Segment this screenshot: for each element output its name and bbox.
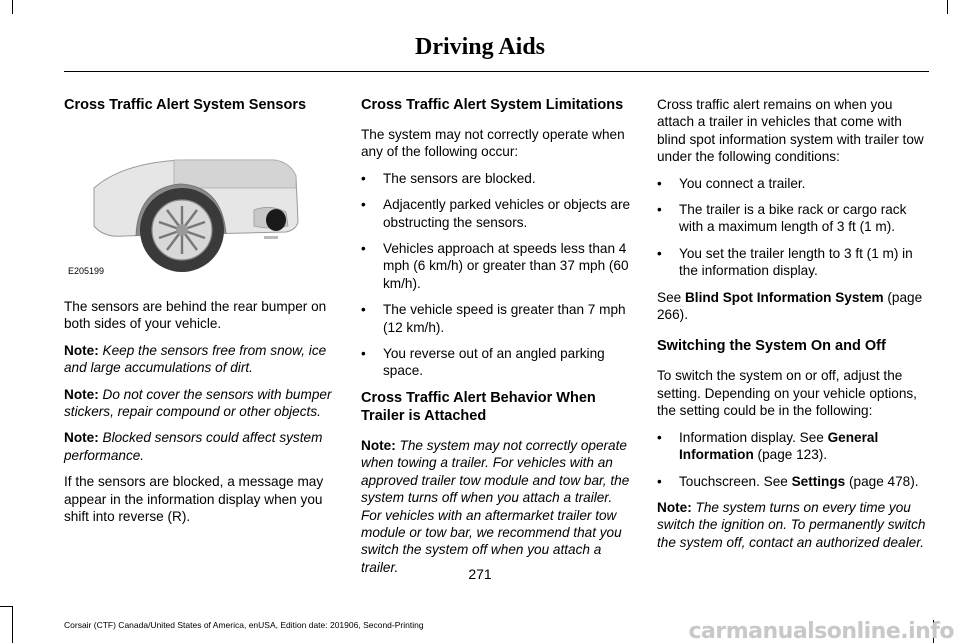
list-item: [361, 301, 633, 336]
see-prefix: See: [657, 289, 685, 305]
paragraph-sensor-location: The sensors are behind the rear bumper on both sides of your vehicle.: [64, 299, 327, 332]
list-item: [657, 473, 930, 490]
page-title: Driving Aids: [414, 34, 546, 60]
crop-mark-bottom-left-h: [0, 606, 12, 607]
note-do-not-cover: [64, 386, 339, 421]
crop-mark-top-left: [12, 0, 13, 14]
see-reference: [657, 289, 930, 324]
settings-location-list: [657, 429, 930, 490]
bullet: •: [657, 473, 662, 489]
column-1: [64, 96, 339, 534]
settings-link[interactable]: Settings: [791, 473, 846, 489]
section-heading-switching: Switching the System On and Off: [657, 338, 886, 355]
bullet: •: [361, 241, 366, 257]
list-item: [657, 245, 930, 280]
paragraph-blocked-message: If the sensors are blocked, a message may appear in the information display when you shift into reverse (R).: [64, 474, 324, 525]
crop-mark-top-right: [947, 0, 948, 14]
list-item-text: The sensors are blocked.: [383, 170, 536, 186]
section-heading-sensors: Cross Traffic Alert System Sensors: [64, 97, 307, 113]
list-item-text: You connect a trailer.: [679, 175, 806, 191]
footer-edition: Corsair (CTF) Canada/United States of America, enUSA, Edition date: 201906, Second-Printing: [64, 620, 424, 630]
note-blocked: [64, 429, 339, 464]
note-label: Note:: [64, 342, 99, 358]
figure-code: E205199: [68, 265, 105, 276]
note-label: Note:: [64, 430, 99, 446]
conditions-list: [657, 175, 930, 280]
column-2: [361, 96, 633, 585]
note-keep-free: [64, 342, 339, 377]
note-text: Blocked sensors could affect system performance.: [64, 430, 323, 463]
note-label: Note:: [361, 437, 396, 453]
item-prefix: Touchscreen. See: [679, 473, 792, 489]
item-prefix: Information display. See: [679, 429, 828, 445]
crop-mark-bottom-left-v: [12, 606, 13, 643]
paragraph-limitations-intro: The system may not correctly operate when any of the following occur:: [361, 127, 625, 160]
column-3: [657, 96, 930, 560]
header-rule: [64, 71, 929, 72]
figure-rear-sensors: [64, 126, 312, 286]
bullet: •: [657, 202, 662, 218]
note-text: Do not cover the sensors with bumper stickers, repair compound or other objects.: [64, 386, 332, 420]
bullet: •: [657, 429, 662, 445]
bullet: •: [361, 302, 366, 318]
paragraph-switching: To switch the system on or off, adjust the setting. Depending on your vehicle options, the setting could be in the following:: [657, 368, 917, 419]
item-suffix: (page 123).: [753, 447, 828, 463]
note-trailer: [361, 437, 633, 576]
bullet: •: [361, 346, 366, 362]
note-label: Note:: [64, 386, 99, 402]
bullet: •: [657, 175, 662, 191]
list-item: [361, 170, 633, 187]
bullet: •: [361, 170, 366, 186]
list-item-text: Vehicles approach at speeds less than 4 mph (6 km/h) or greater than 37 mph (60 km/h).: [383, 241, 629, 291]
section-heading-limitations: Cross Traffic Alert System Limitations: [361, 97, 624, 113]
paragraph-trailer-conditions: Cross traffic alert remains on when you attach a trailer in vehicles that come with blind spot information system with trailer tow under the following conditions:: [657, 97, 924, 165]
list-item: [361, 196, 633, 231]
list-item: [657, 201, 930, 236]
see-suffix: (page 266).: [657, 289, 923, 323]
bullet: •: [361, 197, 366, 213]
note-system-on: [657, 499, 930, 551]
list-item: [361, 345, 633, 380]
list-item: [657, 429, 930, 464]
list-item-text: The trailer is a bike rack or cargo rack with a maximum length of 3 ft (1 m).: [679, 202, 907, 235]
note-label: Note:: [657, 499, 692, 515]
page-number: 271: [468, 566, 492, 582]
note-text: The system turns on every time you switch the ignition on. To permanently switch the system off, contact an authorized dealer.: [657, 499, 926, 550]
note-text: Keep the sensors free from snow, ice and large accumulations of dirt.: [64, 342, 327, 376]
list-item-text: The vehicle speed is greater than 7 mph (12 km/h).: [383, 302, 626, 335]
section-heading-trailer-behavior: Cross Traffic Alert Behavior When Trailer is Attached: [361, 389, 596, 424]
list-item-text: You set the trailer length to 3 ft (1 m) in the information display.: [679, 245, 913, 279]
list-item-text: You reverse out of an angled parking space.: [383, 346, 605, 379]
list-item: [657, 175, 930, 192]
limitations-list: [361, 170, 633, 380]
list-item-text: Adjacently parked vehicles or objects are obstructing the sensors.: [383, 197, 631, 230]
list-item: [361, 240, 633, 292]
note-text: The system may not correctly operate when towing a trailer. For vehicles with an approved trailer tow module and tow bar, the system turns off when you attach a trailer. For vehicles with an aftermarket trailer tow module or tow bar, we recommend that you switch the system off when you attach a trailer.: [361, 437, 630, 575]
item-suffix: (page 478).: [845, 473, 919, 489]
general-information-link[interactable]: General Information: [679, 429, 879, 463]
blind-spot-link[interactable]: Blind Spot Information System: [684, 289, 884, 305]
watermark: carmanualsonline.info: [688, 619, 954, 644]
bullet: •: [657, 245, 662, 261]
